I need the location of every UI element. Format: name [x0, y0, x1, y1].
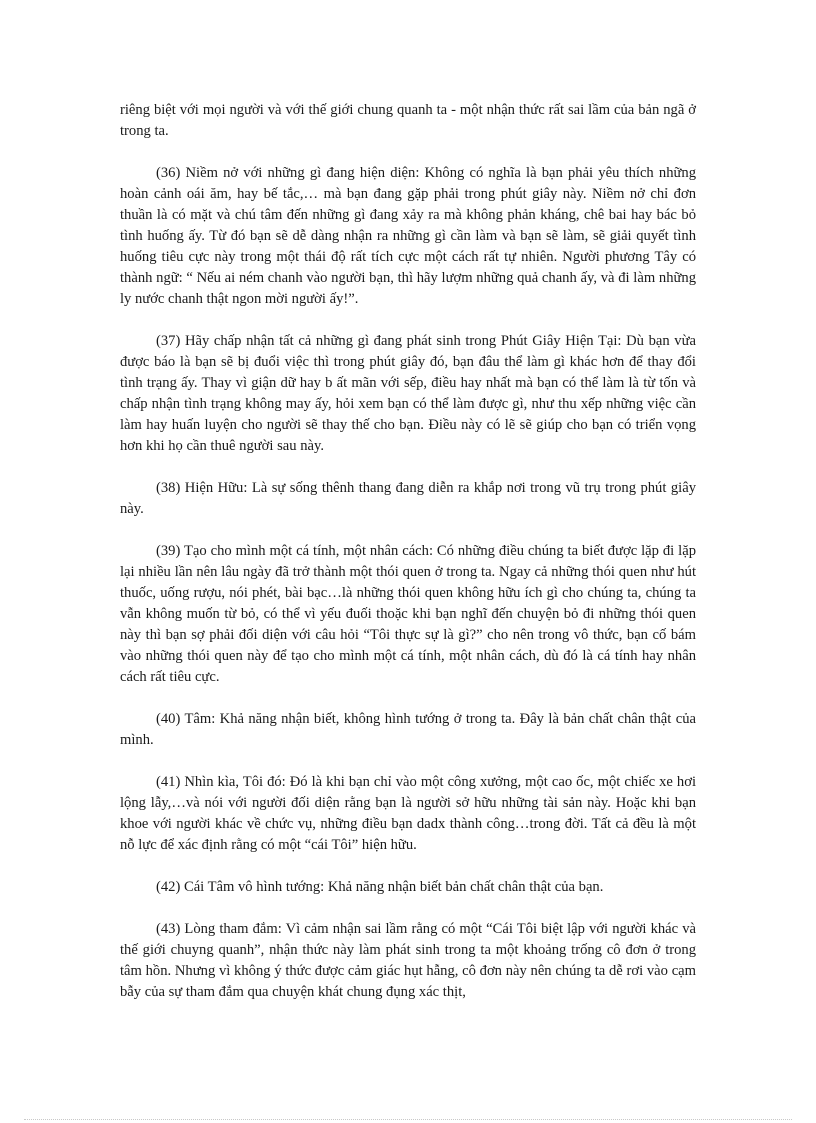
page-bottom-divider [24, 1119, 792, 1120]
paragraph-43: (43) Lòng tham đắm: Vì cảm nhận sai lầm rằng có một “Cái Tôi biệt lập với người khác và thế giới chuyng quanh”, nhận thức này làm phát sinh trong ta một khoảng trống cô đơn ở trong tâm hồn. Nhưng vì không ý thức được cảm giác hụt hẫng, cô đơn này nên chúng ta dễ rơi vào cạm bẫy của sự tham đắm qua chuyện khát chung đụng xác thịt, [120, 921, 696, 1000]
document-page [120, 100, 696, 1024]
paragraph-continuation: riêng biệt với mọi người và với thế giới chung quanh ta - một nhận thức rất sai lầm của bản ngã ở trong ta. [120, 102, 696, 139]
paragraph-39: (39) Tạo cho mình một cá tính, một nhân cách: Có những điều chúng ta biết được lặp đi lặp lại nhiều lần nên lâu ngày đã trở thành một thói quen ở trong ta. Ngay cả những thói quen như hút thuốc, uống rượu, nói phét, bài bạc…là những thói quen không hữu ích gì cho chúng ta, chúng ta vẫn không muốn từ bỏ, có thể vì yếu đuối thoặc khi bạn nghĩ đến chuyện bỏ đi những thói quen này thì bạn sợ phải đối diện với câu hỏi “Tôi thực sự là gì?” cho nên trong vô thức, bạn cố bám vào những thói quen này để tạo cho mình một cá tính, một nhân cách, dù đó là cá tính hay nhân cách rất tiêu cực. [120, 543, 696, 685]
paragraph-40: (40) Tâm: Khả năng nhận biết, không hình tướng ở trong ta. Đây là bản chất chân thật của mình. [120, 711, 696, 748]
paragraph-38: (38) Hiện Hữu: Là sự sống thênh thang đang diễn ra khắp nơi trong vũ trụ trong phút giây này. [120, 480, 696, 517]
paragraph-42: (42) Cái Tâm vô hình tướng: Khả năng nhận biết bản chất chân thật của bạn. [156, 879, 604, 895]
paragraph-36: (36) Niềm nở với những gì đang hiện diện: Không có nghĩa là bạn phải yêu thích những hoàn cảnh oái ăm, hay bế tắc,… mà bạn đang gặp phải trong phút giây này. Niềm nở chỉ đơn thuần là có mặt và chú tâm đến những gì đang xảy ra mà không phản kháng, chê bai hay bác bỏ tình huống ấy. Từ đó bạn sẽ dễ dàng nhận ra những gì cần làm và bạn sẽ làm, sẽ giải quyết tình huống tiêu cực này trong một thái độ rất tích cực một cách rất tự nhiên. Người phương Tây có thành ngữ: “ Nếu ai ném chanh vào người bạn, thì hãy lượm những quả chanh ấy, và đi làm những ly nước chanh thật ngon mời người ấy!”. [120, 165, 696, 307]
paragraph-37: (37) Hãy chấp nhận tất cả những gì đang phát sinh trong Phút Giây Hiện Tại: Dù bạn vừa được báo là bạn sẽ bị đuổi việc thì trong phút giây đó, bạn đâu thể làm gì khác hơn để thay đổi tình trạng ấy. Thay vì giận dữ hay b ất mãn với sếp, điều hay nhất mà bạn có thể làm là từ tốn và chấp nhận tình trạng không may ấy, hỏi xem bạn có thể làm được gì, như thu xếp những việc cần làm hay huấn luyện cho người sẽ thay thế cho bạn. Điều này có lẽ sẽ giúp cho bạn có triển vọng hơn khi họ cần thuê người sau này. [120, 333, 696, 454]
paragraph-41: (41) Nhìn kìa, Tôi đó: Đó là khi bạn chỉ vào một công xưởng, một cao ốc, một chiếc xe hơi lộng lẫy,…và nói với người đối diện rằng bạn là người sở hữu những tài sản này. Hoặc khi bạn khoe với người khác về chức vụ, những điều bạn dadx thành công…trong đời. Tất cả đều là một nỗ lực để xác định rằng có một “cái Tôi” hiện hữu. [120, 774, 696, 853]
